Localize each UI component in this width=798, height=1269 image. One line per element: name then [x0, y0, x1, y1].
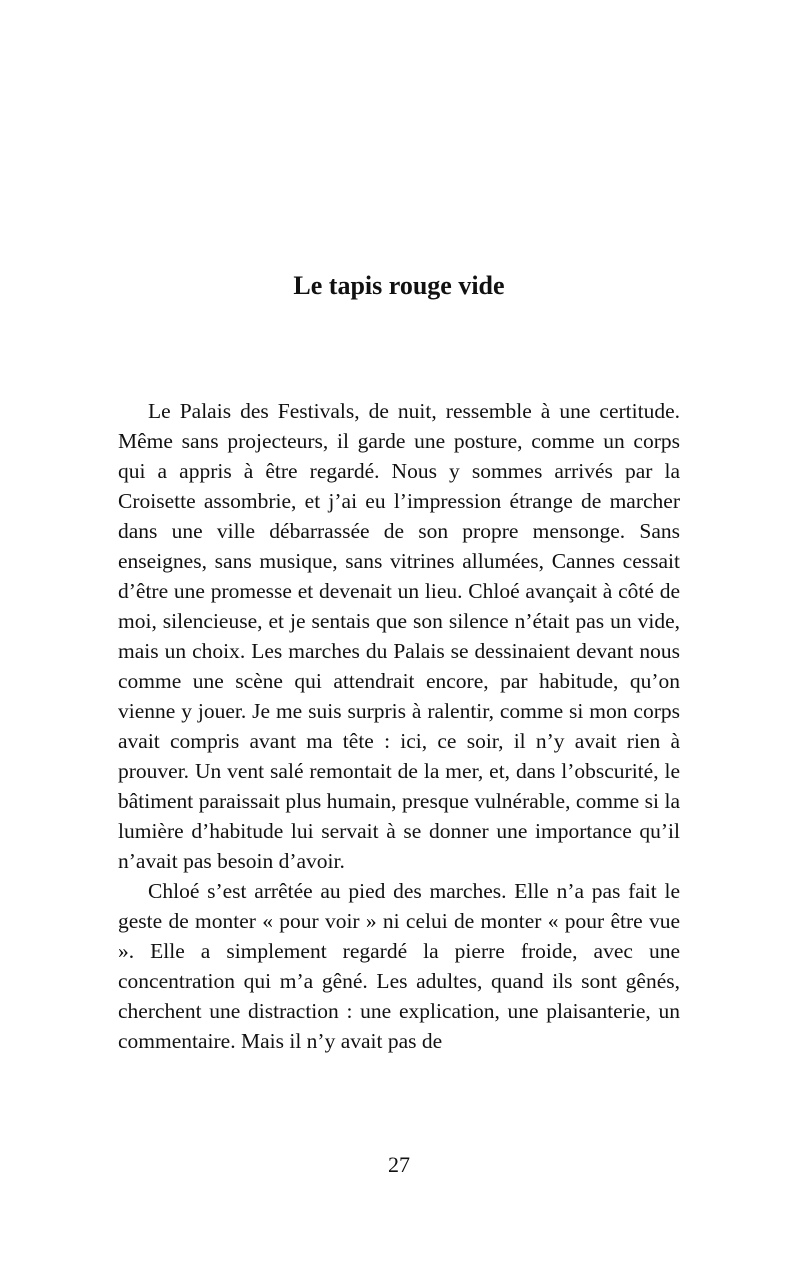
- page-number: 27: [388, 1152, 410, 1177]
- chapter-title: Le tapis rouge vide: [293, 271, 505, 300]
- chapter-body: [118, 396, 680, 1056]
- paragraph: Chloé s’est arrêtée au pied des marches. Elle n’a pas fait le geste de monter « pour voir » ni celui de monter « pour être vue ». Elle a simplement regardé la pierre froide, avec une concentration qui m’a gêné. Les adultes, quand ils sont gênés, cherchent une distraction : une explication, une plaisanterie, un commentaire. Mais il n’y avait pas de: [118, 879, 680, 1053]
- paragraph: Le Palais des Festivals, de nuit, ressemble à une certitude. Même sans projecteurs, il garde une posture, comme un corps qui a appris à être regardé. Nous y sommes arrivés par la Croisette assombrie, et j’ai eu l’impression étrange de marcher dans une ville débarrassée de son propre mensonge. Sans enseignes, sans musique, sans vitrines allumées, Cannes cessait d’être une promesse et devenait un lieu. Chloé avançait à côté de moi, silencieuse, et je sentais que son silence n’était pas un vide, mais un choix. Les marches du Palais se dessinaient devant nous comme une scène qui attendrait encore, par habitude, qu’on vienne y jouer. Je me suis surpris à ralentir, comme si mon corps avait compris avant ma tête : ici, ce soir, il n’y avait rien à prouver. Un vent salé remontait de la mer, et, dans l’obscurité, le bâtiment paraissait plus humain, presque vulnérable, comme si la lumière d’habitude lui servait à se donner une importance qu’il n’avait pas besoin d’avoir.: [118, 399, 680, 873]
